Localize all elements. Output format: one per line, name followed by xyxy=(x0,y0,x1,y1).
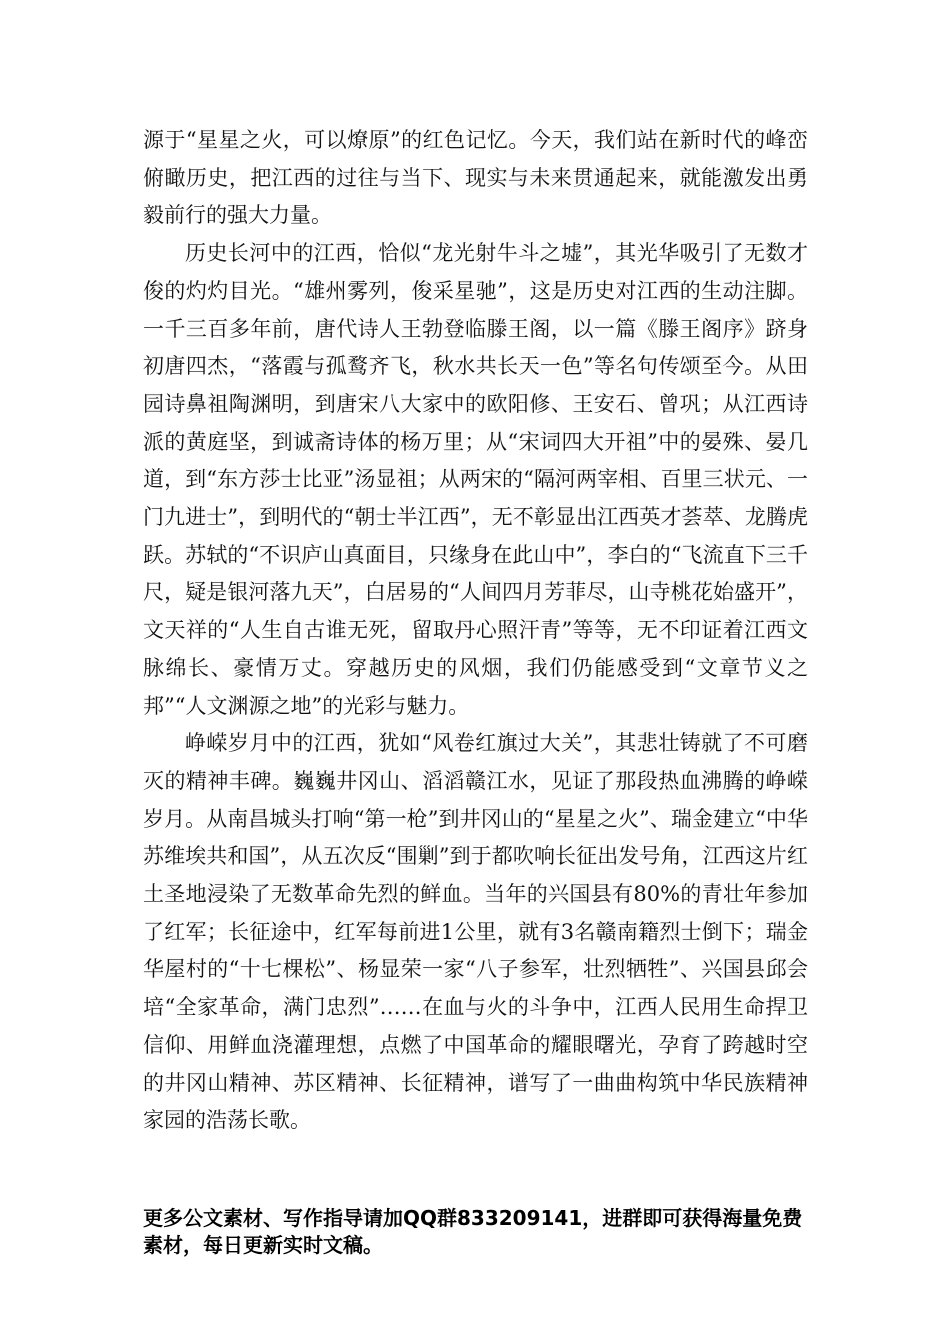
promo-footer-note: 更多公文素材、写作指导请加QQ群833209141，进群即可获得海量免费素材，每日更新实时文稿。 xyxy=(143,1206,803,1257)
paragraph-history-jiangxi: 历史长河中的江西，恰似“龙光射牛斗之墟”，其光华吸引了无数才俊的灼灼目光。“雄州雾列，俊采星驰”，这是历史对江西的生动注脚。一千三百多年前，唐代诗人王勃登临滕王阁，以一篇《滕王阁序》跻身初唐四杰，“落霞与孤鹜齐飞，秋水共长天一色”等名句传颂至今。从田园诗鼻祖陶渊明，到唐宋八大家中的欧阳修、王安石、曾巩；从江西诗派的黄庭坚，到诚斋诗体的杨万里；从“宋词四大开祖”中的晏殊、晏几道，到“东方莎士比亚”汤显祖；从两宋的“隔河两宰相、百里三状元、一门九进士”，到明代的“朝士半江西”，无不彰显出江西英才荟萃、龙腾虎跃。苏轼的“不识庐山真面目，只缘身在此山中”，李白的“飞流直下三千尺，疑是银河落九天”，白居易的“人间四月芳菲尽，山寺桃花始盛开”，文天祥的“人生自古谁无死，留取丹心照汗青”等等，无不印证着江西文脉绵长、豪情万丈。穿越历史的风烟，我们仍能感受到“文章节义之邦”“人文渊源之地”的光彩与魅力。 xyxy=(143,241,808,718)
paragraph-continuation: 源于“星星之火，可以燎原”的红色记忆。今天，我们站在新时代的峰峦俯瞰历史，把江西的过往与当下、现实与未来贯通起来，就能激发出勇毅前行的强大力量。 xyxy=(143,128,808,228)
document-body xyxy=(143,122,808,1140)
paragraph-revolution-jiangxi: 峥嵘岁月中的江西，犹如“风卷红旗过大关”，其悲壮铸就了不可磨灭的精神丰碑。巍巍井冈山、滔滔赣江水，见证了那段热血沸腾的峥嵘岁月。从南昌城头打响“第一枪”到井冈山的“星星之火”、瑞金建立“中华苏维埃共和国”，从五次反“围剿”到于都吹响长征出发号角，江西这片红土圣地浸染了无数革命先烈的鲜血。当年的兴国县有80%的青壮年参加了红军；长征途中，红军每前进1公里，就有3名赣南籍烈士倒下；瑞金华屋村的“十七棵松”、杨显荣一家“八子参军，壮烈牺牲”、兴国县邱会培“全家革命，满门忠烈”……在血与火的斗争中，江西人民用生命捍卫信仰、用鲜血浇灌理想，点燃了中国革命的耀眼曙光，孕育了跨越时空的井冈山精神、苏区精神、长征精神，谱写了一曲曲构筑中华民族精神家园的浩荡长歌。 xyxy=(143,731,808,1133)
